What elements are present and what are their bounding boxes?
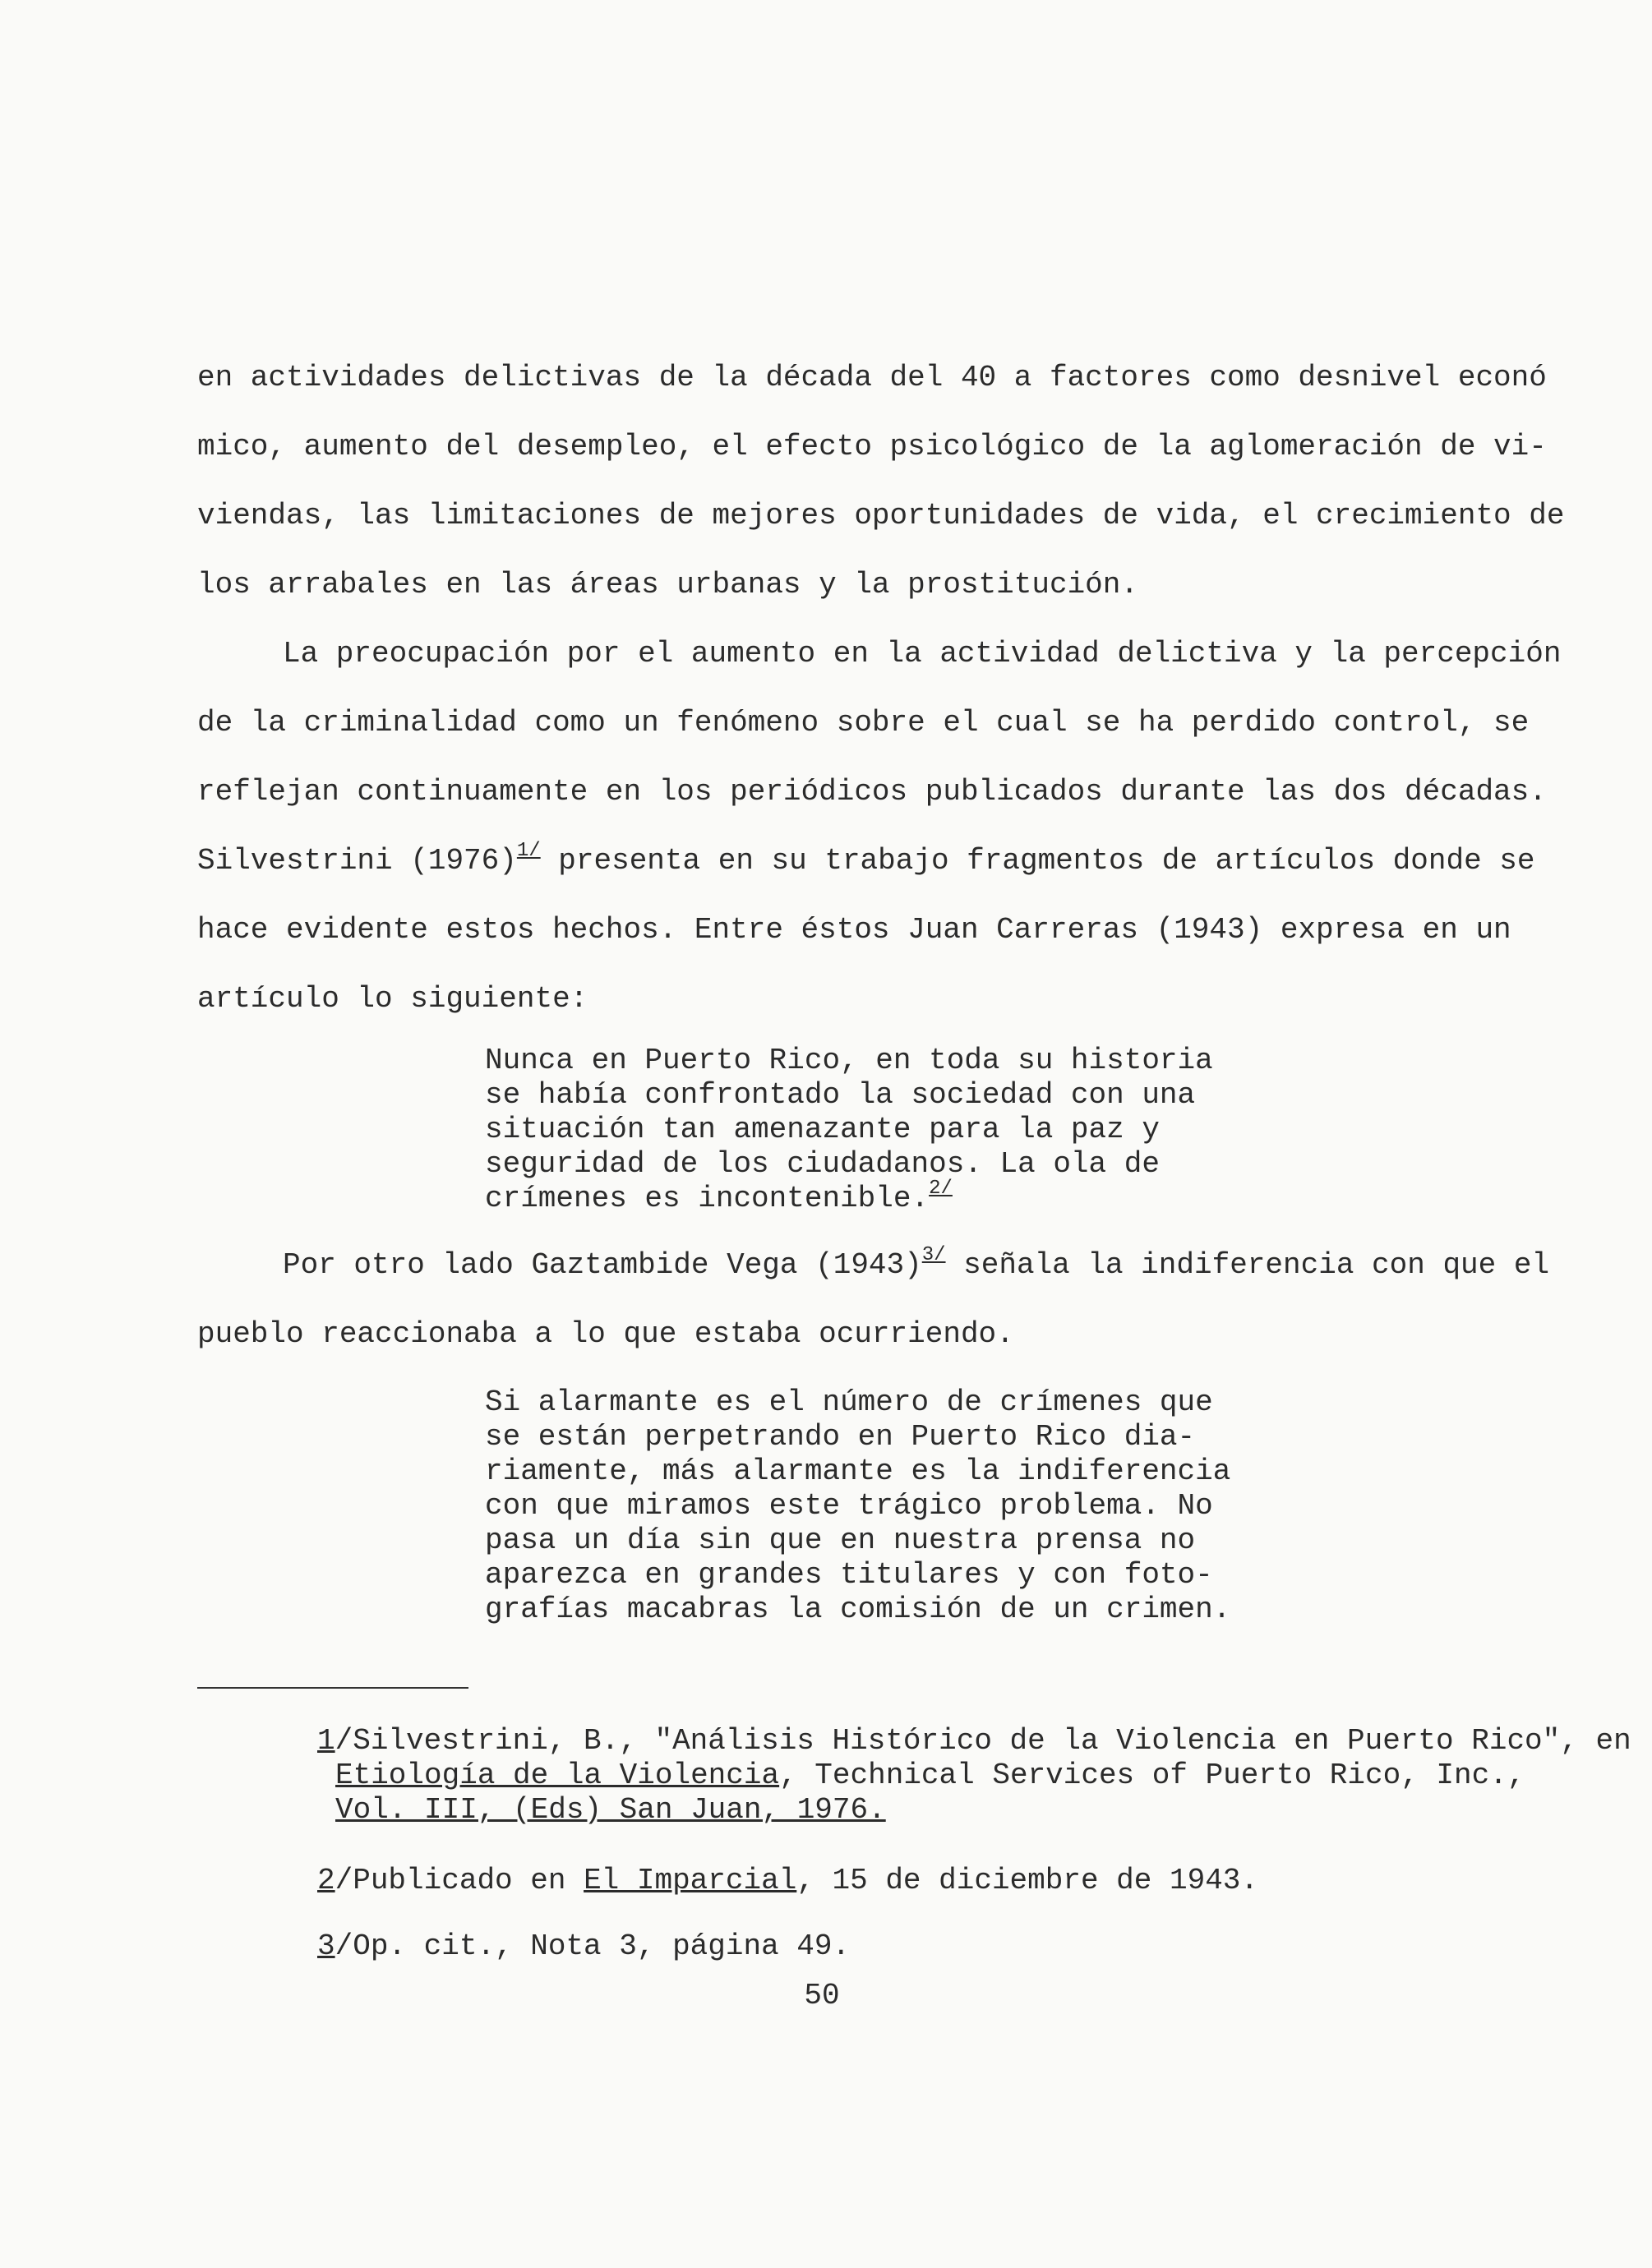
footnote-title: Etiología de la Violencia: [335, 1759, 780, 1792]
text-line: de la criminalidad como un fenómeno sobre el cual se ha perdido control, se: [197, 706, 1530, 740]
block-quote-1: [485, 1044, 1225, 1216]
quote-line: riamente, más alarmante es la indiferencia: [485, 1454, 1231, 1488]
footnote-1: [317, 1724, 1631, 1828]
text-line: artículo lo siguiente:: [197, 982, 588, 1016]
footnote-line: Vol. III, (Eds) San Juan, 1976.: [335, 1793, 886, 1827]
footnote-line: [317, 1929, 1509, 1964]
quote-line: [485, 1178, 1225, 1216]
footnote-number: 3: [317, 1929, 335, 1963]
footnote-line: [317, 1724, 1631, 1759]
citation-text: Silvestrini (1976): [197, 844, 517, 878]
quote-text: crímenes es incontenible.: [485, 1182, 930, 1215]
text-line: reflejan continuamente en los periódicos publicados durante las dos décadas.: [197, 775, 1547, 809]
quote-line: con que miramos este trágico problema. No: [485, 1489, 1213, 1523]
quote-line: grafías macabras la comisión de un crimen.: [485, 1593, 1231, 1626]
quote-line: seguridad de los ciudadanos. La ola de: [485, 1147, 1160, 1181]
citation-text: presenta en su trabajo fragmentos de artículos donde se: [540, 844, 1535, 878]
citation-text: señala la indiferencia con que el: [945, 1248, 1550, 1282]
paragraph-1: [197, 343, 1565, 620]
citation-text: Por otro lado Gaztambide Vega (1943): [283, 1248, 922, 1282]
quote-line: Si alarmante es el número de crímenes que: [485, 1385, 1213, 1419]
quote-line: situación tan amenazante para la paz y: [485, 1113, 1160, 1146]
page-number: 50: [804, 1979, 840, 2012]
footnote-text: , Technical Services of Puerto Rico, Inc.,: [779, 1759, 1525, 1792]
footnote-text: /Silvestrini, B., "Análisis Histórico de la Violencia en Puerto Rico", en: [335, 1724, 1631, 1758]
paragraph-2: [197, 620, 1562, 1034]
quote-line: Nunca en Puerto Rico, en toda su historia: [485, 1044, 1213, 1077]
footnote-text: /Op. cit., Nota 3, página 49.: [335, 1929, 851, 1963]
block-quote-2: [485, 1385, 1231, 1627]
text-line: hace evidente estos hechos. Entre éstos Juan Carreras (1943) expresa en un: [197, 913, 1511, 947]
text-line: en actividades delictivas de la década del 40 a factores como desnivel econó: [197, 361, 1547, 394]
footnote-title: El Imparcial: [584, 1864, 797, 1897]
text-line: pueblo reaccionaba a lo que estaba ocurriendo.: [197, 1317, 1014, 1351]
footnote-line: [317, 1759, 1525, 1793]
footnote-text: /Publicado en: [335, 1864, 584, 1897]
footnote-3: [317, 1929, 1509, 1964]
footnote-line: [317, 1864, 1509, 1898]
paragraph-3: [197, 1231, 1550, 1369]
footnote-number: 1: [317, 1724, 335, 1758]
footnote-text: , 15 de diciembre de 1943.: [796, 1864, 1259, 1897]
text-line: mico, aumento del desempleo, el efecto psicológico de la aglomeración de vi-: [197, 430, 1547, 463]
text-line: viendas, las limitaciones de mejores oportunidades de vida, el crecimiento de: [197, 499, 1565, 532]
quote-line: pasa un día sin que en nuestra prensa no: [485, 1524, 1196, 1557]
text-line: [197, 827, 1535, 896]
footnote-2: [317, 1864, 1509, 1898]
quote-line: se había confrontado la sociedad con una: [485, 1078, 1196, 1112]
quote-line: aparezca en grandes titulares y con foto-: [485, 1558, 1213, 1592]
text-line: La preocupación por el aumento en la actividad delictiva y la percepción: [283, 637, 1562, 671]
footnote-number: 2: [317, 1864, 335, 1897]
footnote-divider: [197, 1687, 468, 1689]
footnote-ref-2: 2/: [929, 1178, 953, 1200]
footnote-ref-1: 1/: [516, 840, 541, 862]
quote-line: se están perpetrando en Puerto Rico dia-: [485, 1420, 1196, 1454]
text-line: [197, 1231, 1550, 1300]
text-line: los arrabales en las áreas urbanas y la prostitución.: [197, 568, 1138, 602]
footnote-ref-3: 3/: [921, 1244, 946, 1266]
